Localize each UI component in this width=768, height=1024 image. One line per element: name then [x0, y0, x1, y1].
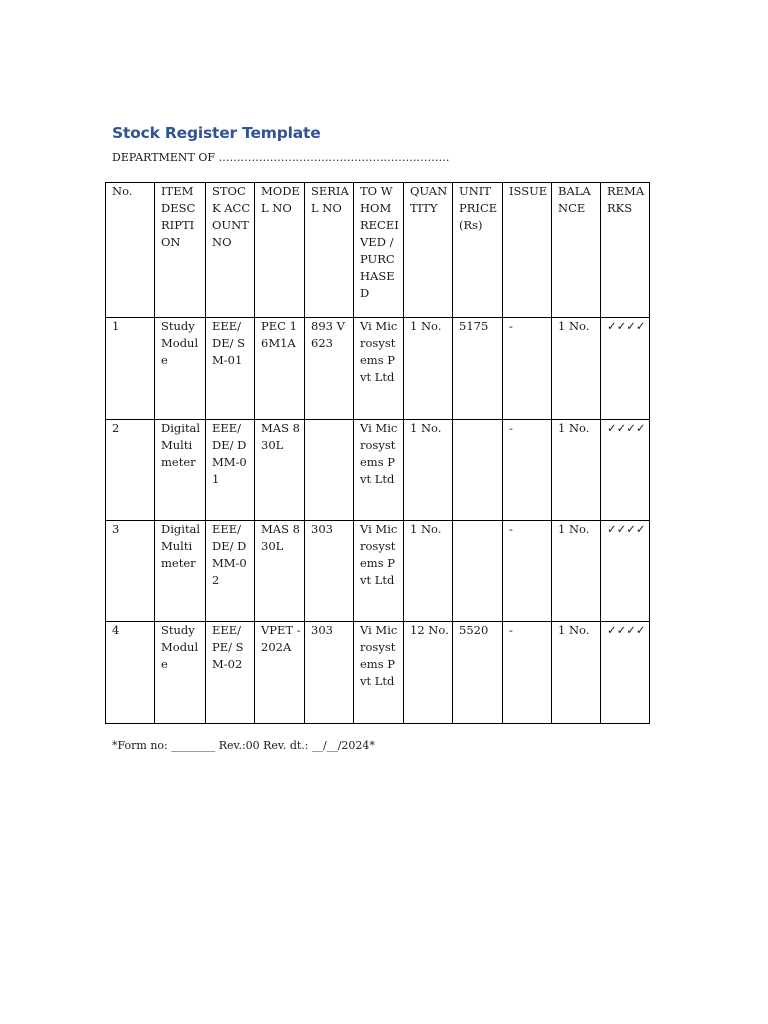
header-quantity: QUANTITY — [404, 183, 453, 318]
cell-unit-price — [453, 420, 503, 521]
stock-register-table — [105, 182, 650, 724]
table-row — [106, 318, 650, 420]
cell-item-description: Study Module — [155, 318, 206, 420]
header-model-no: MODEL NO — [255, 183, 305, 318]
header-stock-account-no: STOCK ACCOUNT NO — [206, 183, 255, 318]
cell-no: 3 — [106, 521, 155, 622]
page-title: Stock Register Template — [112, 124, 321, 142]
header-item-description: ITEM DESCRIPTION — [155, 183, 206, 318]
cell-no: 4 — [106, 622, 155, 724]
cell-balance: 1 No. — [552, 318, 601, 420]
table-header-row — [106, 183, 650, 318]
cell-model-no: VPET -202A — [255, 622, 305, 724]
cell-balance: 1 No. — [552, 420, 601, 521]
cell-item-description: Study Module — [155, 622, 206, 724]
cell-stock-account-no: EEE/ DE/ DMM-02 — [206, 521, 255, 622]
cell-stock-account-no: EEE/ PE/ SM-02 — [206, 622, 255, 724]
cell-serial-no: 303 — [305, 622, 354, 724]
header-remarks: REMARKS — [601, 183, 650, 318]
cell-issue: - — [503, 318, 552, 420]
cell-unit-price: 5520 — [453, 622, 503, 724]
cell-quantity: 1 No. — [404, 420, 453, 521]
cell-model-no: MAS 830L — [255, 420, 305, 521]
table-row — [106, 622, 650, 724]
cell-item-description: Digital Multimeter — [155, 420, 206, 521]
cell-serial-no — [305, 420, 354, 521]
header-no: No. — [106, 183, 155, 318]
cell-unit-price — [453, 521, 503, 622]
cell-model-no: MAS 830L — [255, 521, 305, 622]
cell-serial-no: 893 V623 — [305, 318, 354, 420]
cell-remarks: ✓✓✓✓ — [601, 521, 650, 622]
cell-remarks: ✓✓✓✓ — [601, 318, 650, 420]
cell-to-whom-received: Vi Microsystems Pvt Ltd — [354, 521, 404, 622]
cell-quantity: 12 No. — [404, 622, 453, 724]
cell-serial-no: 303 — [305, 521, 354, 622]
cell-quantity: 1 No. — [404, 318, 453, 420]
table-row — [106, 420, 650, 521]
cell-model-no: PEC 16M1A — [255, 318, 305, 420]
header-serial-no: SERIAL NO — [305, 183, 354, 318]
cell-stock-account-no: EEE/ DE/ DMM-01 — [206, 420, 255, 521]
cell-balance: 1 No. — [552, 622, 601, 724]
cell-quantity: 1 No. — [404, 521, 453, 622]
cell-to-whom-received: Vi Microsystems Pvt Ltd — [354, 622, 404, 724]
cell-to-whom-received: Vi Microsystems Pvt Ltd — [354, 318, 404, 420]
header-to-whom-received: TO WHOM RECEIVED /PURCHASED — [354, 183, 404, 318]
cell-issue: - — [503, 420, 552, 521]
cell-issue: - — [503, 622, 552, 724]
department-line: DEPARTMENT OF ……………………………………………………… — [112, 151, 450, 164]
header-issue: ISSUE — [503, 183, 552, 318]
cell-balance: 1 No. — [552, 521, 601, 622]
cell-no: 2 — [106, 420, 155, 521]
cell-remarks: ✓✓✓✓ — [601, 622, 650, 724]
header-unit-price: UNIT PRICE (Rs) — [453, 183, 503, 318]
cell-to-whom-received: Vi Microsystems Pvt Ltd — [354, 420, 404, 521]
table-row — [106, 521, 650, 622]
form-footer: *Form no: ________ Rev.:00 Rev. dt.: __/__/2024* — [112, 739, 375, 752]
cell-no: 1 — [106, 318, 155, 420]
cell-issue: - — [503, 521, 552, 622]
cell-item-description: Digital Multimeter — [155, 521, 206, 622]
header-balance: BALANCE — [552, 183, 601, 318]
cell-stock-account-no: EEE/ DE/ SM-01 — [206, 318, 255, 420]
cell-unit-price: 5175 — [453, 318, 503, 420]
cell-remarks: ✓✓✓✓ — [601, 420, 650, 521]
